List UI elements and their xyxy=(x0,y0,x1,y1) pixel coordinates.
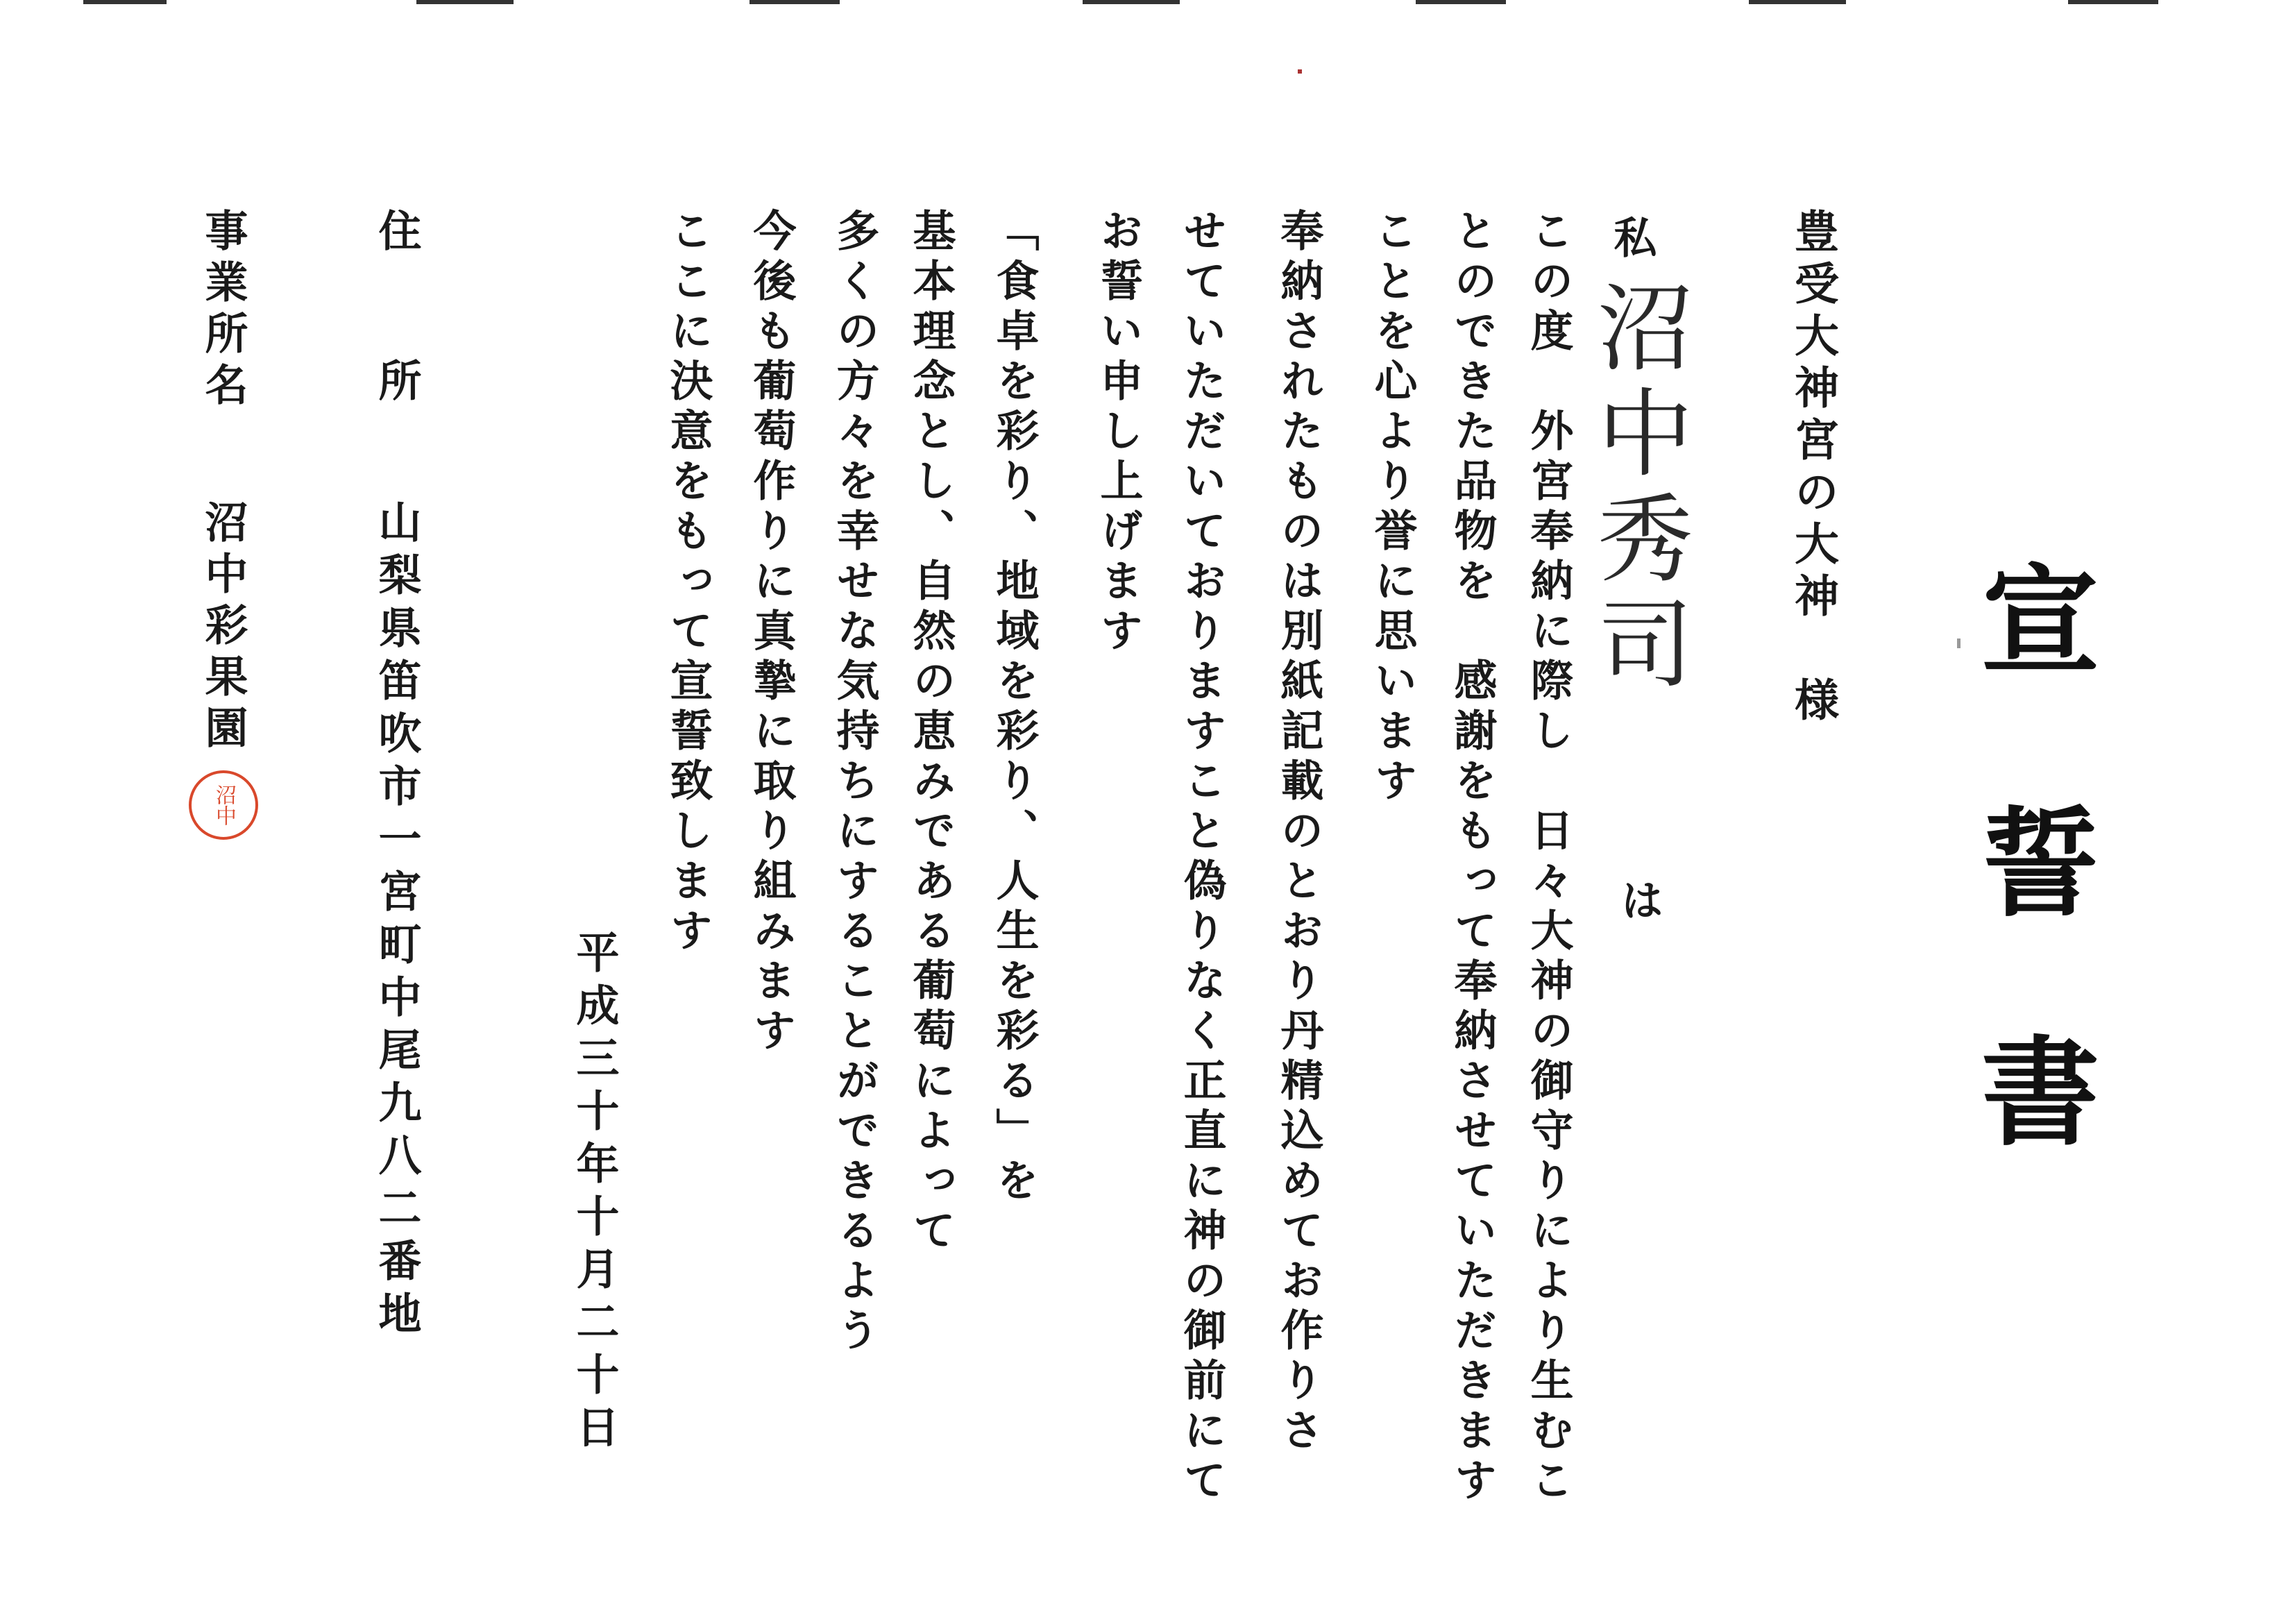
body-line-1: この度 外宮奉納に際し 日々大神の御守りにより生むこ xyxy=(1523,208,1574,1507)
title-char-1: 宣 xyxy=(1981,552,2100,691)
subject-suffix: は xyxy=(1614,878,1664,928)
body-line-7: 「食卓を彩り、地域を彩り、人生を彩る」を xyxy=(989,208,1040,1208)
scan-edge-mark xyxy=(1416,0,1506,4)
title-char-3: 書 xyxy=(1981,1024,2100,1162)
scan-edge-mark xyxy=(1749,0,1846,4)
oath-taker-name: 沼中秀司 xyxy=(1582,278,1693,700)
hanko-seal xyxy=(189,770,258,840)
body-line-3: ことを心より誉に思います xyxy=(1367,208,1418,808)
address-value: 山梨県笛吹市一宮町中尾九八二番地 xyxy=(371,500,422,1344)
body-line-2: とのできた品物を 感謝をもって奉納させていただきます xyxy=(1447,208,1498,1507)
seal-text: 沼中 xyxy=(212,784,236,826)
body-line-11: ここに決意をもって宣誓致します xyxy=(663,208,713,958)
scan-edge-mark xyxy=(1083,0,1180,4)
oath-date: 平成三十年十月二十日 xyxy=(569,930,620,1457)
body-line-6: お誓い申し上げます xyxy=(1093,208,1144,658)
body-line-10: 今後も葡萄作りに真摯に取り組みます xyxy=(746,208,797,1058)
addressee: 豊受大神宮の大神 様 xyxy=(1787,208,1839,729)
business-value: 沼中彩果園 xyxy=(198,500,248,756)
body-line-8: 基本理念とし、自然の恵みである葡萄によって xyxy=(906,208,956,1258)
scan-edge-mark xyxy=(83,0,167,4)
scan-edge-mark xyxy=(416,0,514,4)
address-label: 住 所 xyxy=(371,208,422,408)
business-label: 事業所名 xyxy=(198,208,248,414)
body-line-4: 奉納されたものは別紙記載のとおり丹精込めてお作りさ xyxy=(1273,208,1324,1457)
subject-prefix: 私 xyxy=(1607,215,1657,265)
scan-speck xyxy=(1957,638,1961,648)
scan-edge-mark xyxy=(750,0,840,4)
body-line-5: せていただいておりますこと偽りなく正直に神の御前にて xyxy=(1176,208,1227,1507)
scan-speck xyxy=(1298,69,1302,74)
body-line-9: 多くの方々を幸せな気持ちにすることができるよう xyxy=(829,208,880,1357)
title-char-2: 誓 xyxy=(1981,795,2100,933)
scan-edge-mark xyxy=(2068,0,2158,4)
